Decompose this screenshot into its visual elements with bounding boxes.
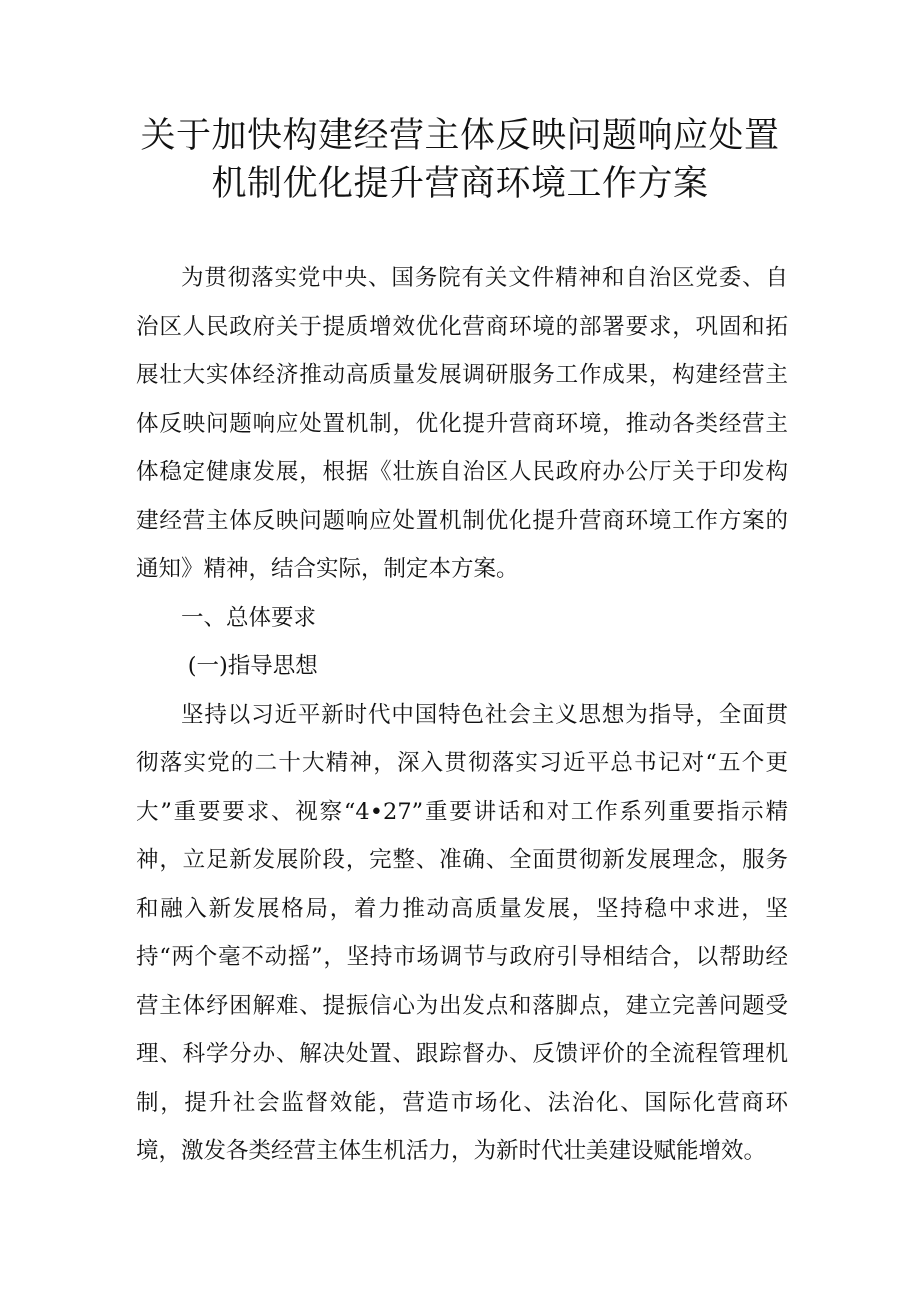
document-body <box>136 254 788 1176</box>
document-title-line-1: 关于加快构建经营主体反映问题响应处置 <box>140 116 780 156</box>
guiding-ideology-paragraph: 坚持以习近平新时代中国特色社会主义思想为指导，全面贯彻落实党的二十大精神，深入贯彻落实习近平总书记对“五个更大”重要要求、视察“4•27”重要讲话和对工作系列重要指示精神，立足新发展阶段，完整、准确、全面贯彻新发展理念，服务和融入新发展格局，着力推动高质量发展，坚持稳中求进，坚持“两个毫不动摇”，坚持市场调节与政府引导相结合，以帮助经营主体纾困解难、提振信心为出发点和落脚点，建立完善问题受理、科学分办、解决处置、跟踪督办、反馈评价的全流程管理机制，提升社会监督效能，营造市场化、法治化、国际化营商环境，激发各类经营主体生机活力，为新时代壮美建设赋能增效。 <box>136 701 788 1164</box>
document-title <box>120 112 800 208</box>
document-title-line-2: 机制优化提升营商环境工作方案 <box>211 164 709 204</box>
section-heading-overall-requirements: 一、总体要求 <box>181 604 317 631</box>
intro-paragraph: 为贯彻落实党中央、国务院有关文件精神和自治区党委、自治区人民政府关于提质增效优化营商环境的部署要求，巩固和拓展壮大实体经济推动高质量发展调研服务工作成果，构建经营主体反映问题响应处置机制，优化提升营商环境，推动各类经营主体稳定健康发展，根据《壮族自治区人民政府办公厅关于印发构建经营主体反映问题响应处置机制优化提升营商环境工作方案的通知》精神，结合实际，制定本方案。 <box>136 265 788 582</box>
subsection-heading-guiding-ideology: (一)指导思想 <box>187 653 318 679</box>
